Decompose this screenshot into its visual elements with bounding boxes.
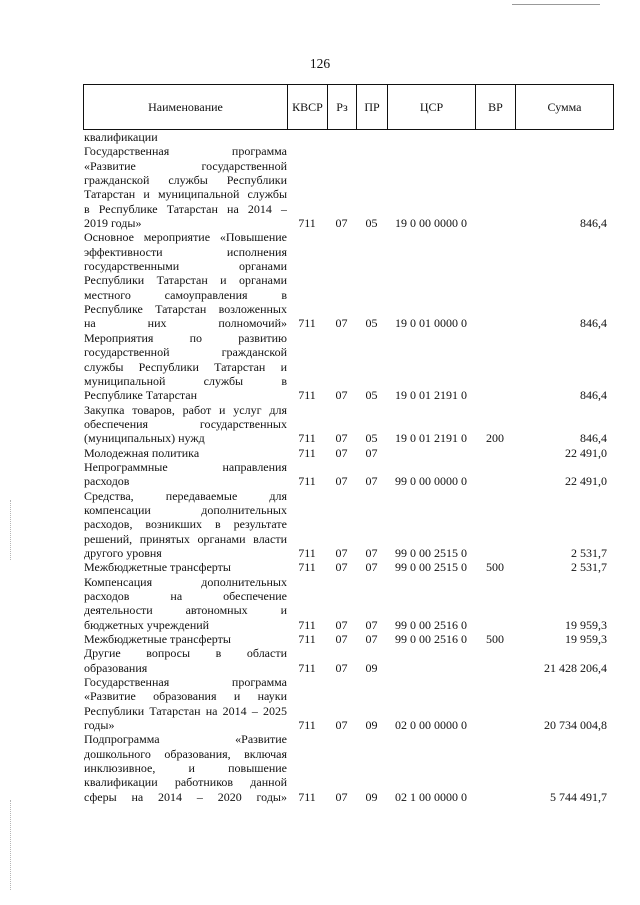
- name-line: Государственная программа: [84, 675, 287, 690]
- name-line: компенсации дополнительных: [84, 502, 287, 517]
- name-line: Межбюджетные трансферты: [84, 560, 231, 575]
- name-cell: [83, 230, 287, 330]
- csr-cell: [387, 646, 475, 675]
- rz-cell: 07: [335, 617, 348, 632]
- name-line: другого уровня: [84, 545, 162, 560]
- rz-cell: 07: [335, 431, 348, 446]
- column-header-pr: ПР: [357, 85, 388, 130]
- kvsr-cell: 711: [298, 660, 316, 675]
- name-line: Подпрограмма «Развитие: [84, 732, 287, 747]
- vr-cell: [475, 646, 515, 675]
- kvsr-cell: 711: [298, 431, 316, 446]
- vr-cell: [475, 575, 515, 632]
- name-cell: [83, 460, 287, 489]
- budget-table: [83, 130, 613, 804]
- name-line: Республике Татарстан возложенных: [84, 302, 287, 317]
- rz-cell: 07: [335, 445, 348, 460]
- name-line: «Развитие образования и науки: [84, 689, 287, 704]
- csr-cell: 19 0 01 2191 0: [395, 431, 467, 446]
- vr-cell: [475, 675, 515, 732]
- name-cell: [83, 646, 287, 675]
- scan-mark-top: [512, 4, 600, 5]
- name-line: квалификации работников данной: [84, 775, 287, 790]
- name-cell: [83, 403, 287, 446]
- name-line: годы»: [84, 718, 115, 733]
- vr-cell: 500: [486, 632, 504, 647]
- name-line: инклюзивное, и повышение: [84, 761, 287, 776]
- pr-cell: 05: [365, 431, 378, 446]
- page-number: 126: [309, 56, 331, 71]
- kvsr-cell: 711: [298, 545, 316, 560]
- scan-edge-mark: [10, 800, 11, 890]
- pr-cell: [356, 130, 387, 144]
- csr-cell: 02 0 00 0000 0: [395, 718, 467, 733]
- scan-edge-mark: [10, 500, 11, 560]
- sum-cell: 19 959,3: [565, 617, 607, 632]
- name-line: решений, принятых органами власти: [84, 531, 287, 546]
- name-line: расходов, возникших в результате: [84, 517, 287, 532]
- column-header-csr: ЦСР: [388, 85, 476, 130]
- kvsr-cell: 711: [298, 474, 316, 489]
- kvsr-cell: 711: [298, 316, 316, 331]
- sum-cell: 2 531,7: [571, 545, 607, 560]
- name-line: (муниципальных) нужд: [84, 431, 205, 446]
- pr-cell: 09: [365, 718, 378, 733]
- pr-cell: 07: [365, 617, 378, 632]
- name-cell: [83, 331, 287, 403]
- name-line: расходов: [84, 474, 130, 489]
- name-line: бюджетных учреждений: [84, 617, 210, 632]
- rz-cell: 07: [335, 316, 348, 331]
- column-header-sum: Сумма: [516, 85, 614, 130]
- name-cell: [83, 575, 287, 632]
- kvsr-cell: 711: [298, 388, 316, 403]
- rz-cell: 07: [335, 718, 348, 733]
- column-header-vr: ВР: [476, 85, 516, 130]
- kvsr-cell: 711: [298, 445, 316, 460]
- table-header: [83, 84, 614, 130]
- name-line: гражданской службы Республики: [84, 173, 287, 188]
- name-line: Другие вопросы в области: [84, 646, 287, 661]
- table-row: [83, 732, 613, 804]
- name-line: Межбюджетные трансферты: [84, 632, 231, 647]
- name-line: Мероприятия по развитию: [84, 330, 287, 345]
- table-row: [83, 230, 613, 330]
- sum-cell: 21 428 206,4: [544, 660, 607, 675]
- name-cell: [83, 489, 287, 561]
- name-cell: [83, 130, 287, 144]
- name-line: государственной гражданской: [84, 345, 287, 360]
- name-line: в Республике Татарстан на 2014 –: [84, 201, 287, 216]
- name-line: деятельности автономных и: [84, 603, 287, 618]
- table-row: [83, 632, 613, 646]
- kvsr-cell: 711: [298, 617, 316, 632]
- sum-cell: 846,4: [580, 316, 607, 331]
- name-cell: [83, 732, 287, 804]
- pr-cell: 07: [365, 474, 378, 489]
- table-row: [83, 403, 613, 446]
- name-line: расходов на обеспечение: [84, 589, 287, 603]
- name-line: дошкольного образования, включая: [84, 746, 287, 761]
- name-line: обеспечения государственных: [84, 416, 287, 431]
- table-row: [83, 675, 613, 732]
- name-line: квалификации: [84, 130, 158, 144]
- csr-cell: 19 0 00 0000 0: [395, 216, 467, 231]
- table-row: [83, 575, 613, 632]
- vr-cell: [475, 446, 515, 460]
- kvsr-cell: 711: [298, 789, 316, 804]
- table-row: [83, 489, 613, 561]
- rz-cell: 07: [335, 660, 348, 675]
- rz-cell: [327, 130, 356, 144]
- csr-cell: 99 0 00 0000 0: [395, 474, 467, 489]
- csr-cell: 19 0 01 2191 0: [395, 388, 467, 403]
- csr-cell: 99 0 00 2515 0: [395, 545, 467, 560]
- table-row: [83, 560, 613, 574]
- vr-cell: [475, 144, 515, 230]
- vr-cell: 500: [486, 560, 504, 575]
- pr-cell: 07: [365, 545, 378, 560]
- rz-cell: 07: [335, 388, 348, 403]
- rz-cell: 07: [335, 632, 348, 647]
- vr-cell: [475, 130, 515, 144]
- name-line: местного самоуправления в: [84, 287, 287, 302]
- name-line: сферы на 2014 – 2020 годы»: [84, 789, 287, 804]
- name-line: Закупка товаров, работ и услуг для: [84, 402, 287, 417]
- name-line: «Развитие государственной: [84, 158, 287, 173]
- table-row: [83, 130, 613, 144]
- name-line: Молодежная политика: [84, 445, 200, 460]
- table-row: [83, 331, 613, 403]
- pr-cell: 07: [365, 445, 378, 460]
- sum-cell: 2 531,7: [571, 560, 607, 575]
- name-line: образования: [84, 660, 148, 675]
- csr-cell: 99 0 00 2516 0: [395, 632, 467, 647]
- name-line: 2019 годы»: [84, 216, 142, 231]
- column-header-rz: Рз: [328, 85, 357, 130]
- name-cell: [83, 446, 287, 460]
- name-line: Татарстан и муниципальной службы: [84, 187, 287, 202]
- csr-cell: [387, 446, 475, 460]
- sum-cell: 846,4: [580, 216, 607, 231]
- csr-cell: 19 0 01 0000 0: [395, 316, 467, 331]
- vr-cell: 200: [486, 431, 504, 446]
- sum-cell: 19 959,3: [565, 632, 607, 647]
- name-cell: [83, 560, 287, 574]
- table-row: [83, 446, 613, 460]
- name-line: муниципальной службы в: [84, 373, 287, 388]
- sum-cell: 20 734 004,8: [544, 718, 607, 733]
- name-line: эффективности исполнения: [84, 244, 287, 259]
- kvsr-cell: 711: [298, 718, 316, 733]
- budget-table-body: [83, 130, 613, 804]
- name-line: Непрограммные направления: [84, 459, 287, 474]
- pr-cell: 05: [365, 216, 378, 231]
- sum-cell: 22 491,0: [565, 474, 607, 489]
- name-line: Основное мероприятие «Повышение: [84, 230, 287, 245]
- name-line: Средства, передаваемые для: [84, 488, 287, 503]
- name-line: Компенсация дополнительных: [84, 574, 287, 589]
- pr-cell: 07: [365, 560, 378, 575]
- pr-cell: 05: [365, 388, 378, 403]
- kvsr-cell: 711: [298, 560, 316, 575]
- vr-cell: [475, 460, 515, 489]
- pr-cell: 09: [365, 789, 378, 804]
- sum-cell: 22 491,0: [565, 445, 607, 460]
- rz-cell: 07: [335, 545, 348, 560]
- name-line: Государственная программа: [84, 144, 287, 159]
- kvsr-cell: 711: [298, 632, 316, 647]
- sum-cell: 5 744 491,7: [550, 789, 607, 804]
- vr-cell: [475, 331, 515, 403]
- kvsr-cell: 711: [298, 216, 316, 231]
- name-cell: [83, 144, 287, 230]
- csr-cell: 99 0 00 2515 0: [395, 560, 467, 575]
- csr-cell: 02 1 00 0000 0: [395, 789, 467, 804]
- vr-cell: [475, 230, 515, 330]
- rz-cell: 07: [335, 560, 348, 575]
- column-header-kvsr: КВСР: [288, 85, 328, 130]
- column-header-name: Наименование: [84, 85, 288, 130]
- name-line: на них полномочий»: [84, 316, 287, 331]
- kvsr-cell: [287, 130, 327, 144]
- pr-cell: 09: [365, 660, 378, 675]
- csr-cell: 99 0 00 2516 0: [395, 617, 467, 632]
- name-line: службы Республики Татарстан и: [84, 359, 287, 374]
- table-row: [83, 144, 613, 230]
- name-cell: [83, 675, 287, 732]
- sum-cell: 846,4: [580, 431, 607, 446]
- sum-cell: 846,4: [580, 388, 607, 403]
- pr-cell: 07: [365, 632, 378, 647]
- vr-cell: [475, 732, 515, 804]
- name-line: государственными органами: [84, 259, 287, 274]
- table-row: [83, 646, 613, 675]
- name-line: Республики Татарстан на 2014 – 2025: [84, 703, 287, 718]
- sum-cell: [515, 130, 613, 144]
- vr-cell: [475, 489, 515, 561]
- csr-cell: [387, 130, 475, 144]
- pr-cell: 05: [365, 316, 378, 331]
- name-line: Республике Татарстан: [84, 388, 198, 403]
- rz-cell: 07: [335, 789, 348, 804]
- rz-cell: 07: [335, 474, 348, 489]
- name-cell: [83, 632, 287, 646]
- name-line: Республики Татарстан и органами: [84, 273, 287, 288]
- rz-cell: 07: [335, 216, 348, 231]
- table-row: [83, 460, 613, 489]
